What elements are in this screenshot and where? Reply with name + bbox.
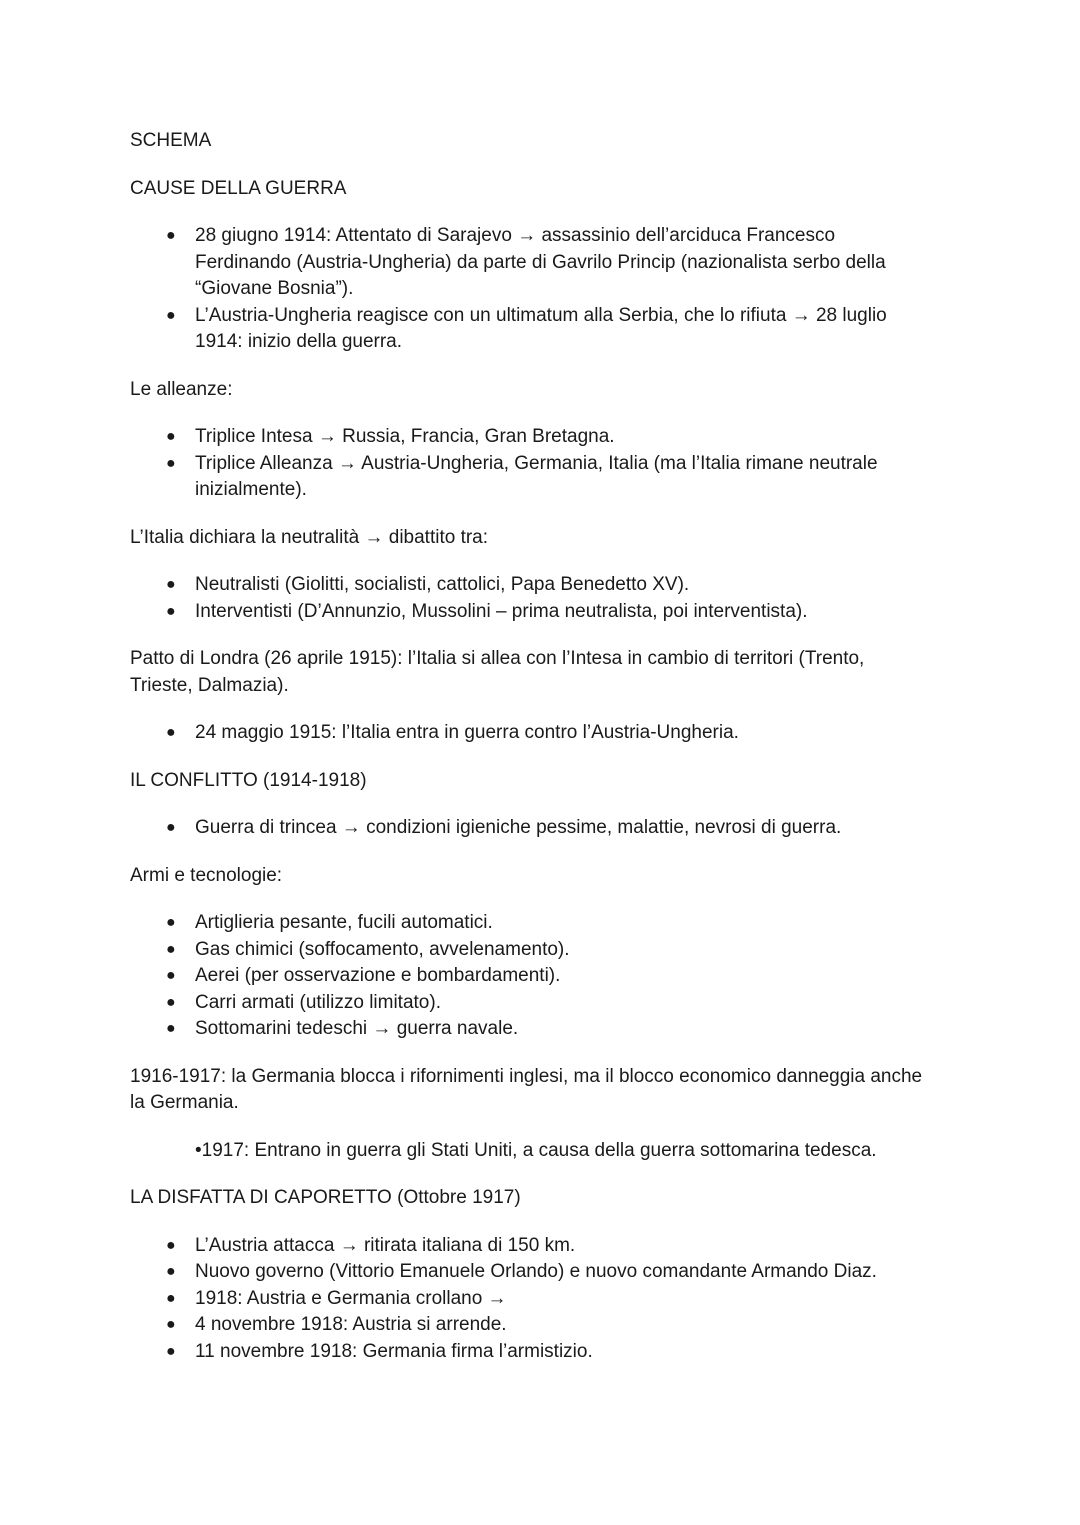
bullet-icon: ●	[166, 819, 176, 836]
list-alleanze	[130, 424, 930, 504]
list-item-text: Carri armati (utilizzo limitato).	[195, 991, 441, 1013]
list-item-text: Triplice Intesa → Russia, Francia, Gran Bretagna.	[195, 426, 615, 447]
bullet-icon: ●	[166, 1342, 176, 1360]
bullet-icon: ●	[166, 1263, 176, 1280]
list-entrata	[130, 720, 930, 747]
list-item-text: Neutralisti (Giolitti, socialisti, cattolici, Papa Benedetto XV).	[195, 574, 690, 595]
list-item-text: 28 giugno 1914: Attentato di Sarajevo → assassinio dell’arciduca Francesco Ferdinando (Austria-Ungheria) da parte di Gavrilo Princip (nazionalista serbo della “Giovane Bosnia”).	[195, 225, 886, 299]
heading-cause: CAUSE DELLA GUERRA	[130, 177, 347, 199]
bullet-icon: ●	[166, 576, 176, 593]
list-item	[130, 599, 930, 626]
heading-armi: Armi e tecnologie:	[130, 864, 283, 886]
list-item	[130, 451, 930, 504]
para-neutralita: L’Italia dichiara la neutralità → dibattito tra:	[130, 526, 489, 548]
bullet-icon: ●	[166, 1020, 176, 1037]
list-item-text: L’Austria-Ungheria reagisce con un ultimatum alla Serbia, che lo rifiuta → 28 luglio 1914: inizio della guerra.	[195, 304, 887, 352]
list-item	[130, 1233, 930, 1260]
bullet-icon: ●	[166, 1316, 176, 1333]
list-item	[130, 1286, 930, 1313]
bullet-icon: ●	[166, 227, 176, 244]
list-item	[130, 1259, 930, 1286]
list-item	[130, 910, 930, 937]
bullet-icon: ●	[166, 967, 176, 984]
list-item	[130, 937, 930, 964]
bullet-icon: ●	[166, 454, 176, 472]
list-item	[130, 303, 930, 356]
bullet-icon: ●	[166, 914, 176, 931]
para-stati-uniti: •1917: Entrano in guerra gli Stati Uniti, a causa della guerra sottomarina tedesca.	[195, 1139, 877, 1161]
list-item-text: Aerei (per osservazione e bombardamenti).	[195, 965, 561, 986]
bullet-icon: ●	[166, 724, 176, 741]
list-item	[130, 1339, 930, 1366]
para-1916-1917: 1916-1917: la Germania blocca i rifornimenti inglesi, ma il blocco economico danneggia anche la Germania.	[130, 1065, 923, 1113]
list-item-text: 24 maggio 1915: l’Italia entra in guerra contro l’Austria-Ungheria.	[195, 722, 739, 743]
list-item	[130, 223, 930, 303]
para-patto-londra: Patto di Londra (26 aprile 1915): l’Italia si allea con l’Intesa in cambio di territori (Trento, Trieste, Dalmazia).	[130, 648, 865, 696]
document-page	[130, 128, 930, 1386]
bullet-icon: ●	[166, 306, 176, 324]
list-item-text: 4 novembre 1918: Austria si arrende.	[195, 1314, 507, 1335]
bullet-icon: ●	[166, 940, 176, 958]
list-item-text: Gas chimici (soffocamento, avvelenamento).	[195, 938, 570, 960]
list-item	[130, 1016, 930, 1043]
list-cause	[130, 223, 930, 356]
list-armi	[130, 910, 930, 1043]
heading-conflitto: IL CONFLITTO (1914-1918)	[130, 769, 367, 791]
heading-alleanze: Le alleanze:	[130, 378, 233, 400]
list-trincea	[130, 815, 930, 842]
heading-caporetto: LA DISFATTA DI CAPORETTO (Ottobre 1917)	[130, 1187, 521, 1208]
list-item-text: Guerra di trincea → condizioni igieniche pessime, malattie, nevrosi di guerra.	[195, 817, 842, 838]
bullet-icon: ●	[166, 602, 176, 620]
bullet-icon: ●	[166, 993, 176, 1011]
title-schema: SCHEMA	[130, 130, 212, 151]
list-item-text: Interventisti (D’Annunzio, Mussolini – prima neutralista, poi interventista).	[195, 600, 808, 622]
list-item-text: Nuovo governo (Vittorio Emanuele Orlando) e nuovo comandante Armando Diaz.	[195, 1261, 877, 1282]
list-item	[130, 815, 930, 842]
list-item-text: Triplice Alleanza → Austria-Ungheria, Germania, Italia (ma l’Italia rimane neutrale inizialmente).	[195, 452, 878, 500]
list-item-text: L’Austria attacca → ritirata italiana di 150 km.	[195, 1234, 576, 1256]
list-item-text: 1918: Austria e Germania crollano →	[195, 1287, 507, 1309]
bullet-icon: ●	[166, 428, 176, 445]
list-item	[130, 963, 930, 990]
list-item-text: Artiglieria pesante, fucili automatici.	[195, 912, 493, 933]
list-item	[130, 572, 930, 599]
list-item-text: Sottomarini tedeschi → guerra navale.	[195, 1018, 519, 1039]
bullet-icon: ●	[166, 1289, 176, 1307]
list-caporetto	[130, 1233, 930, 1366]
list-item	[130, 424, 930, 451]
list-dibattito	[130, 572, 930, 625]
list-item	[130, 720, 930, 747]
list-item-text: 11 novembre 1918: Germania firma l’armistizio.	[195, 1340, 593, 1362]
list-item	[130, 1312, 930, 1339]
bullet-icon: ●	[166, 1236, 176, 1254]
list-item	[130, 990, 930, 1017]
